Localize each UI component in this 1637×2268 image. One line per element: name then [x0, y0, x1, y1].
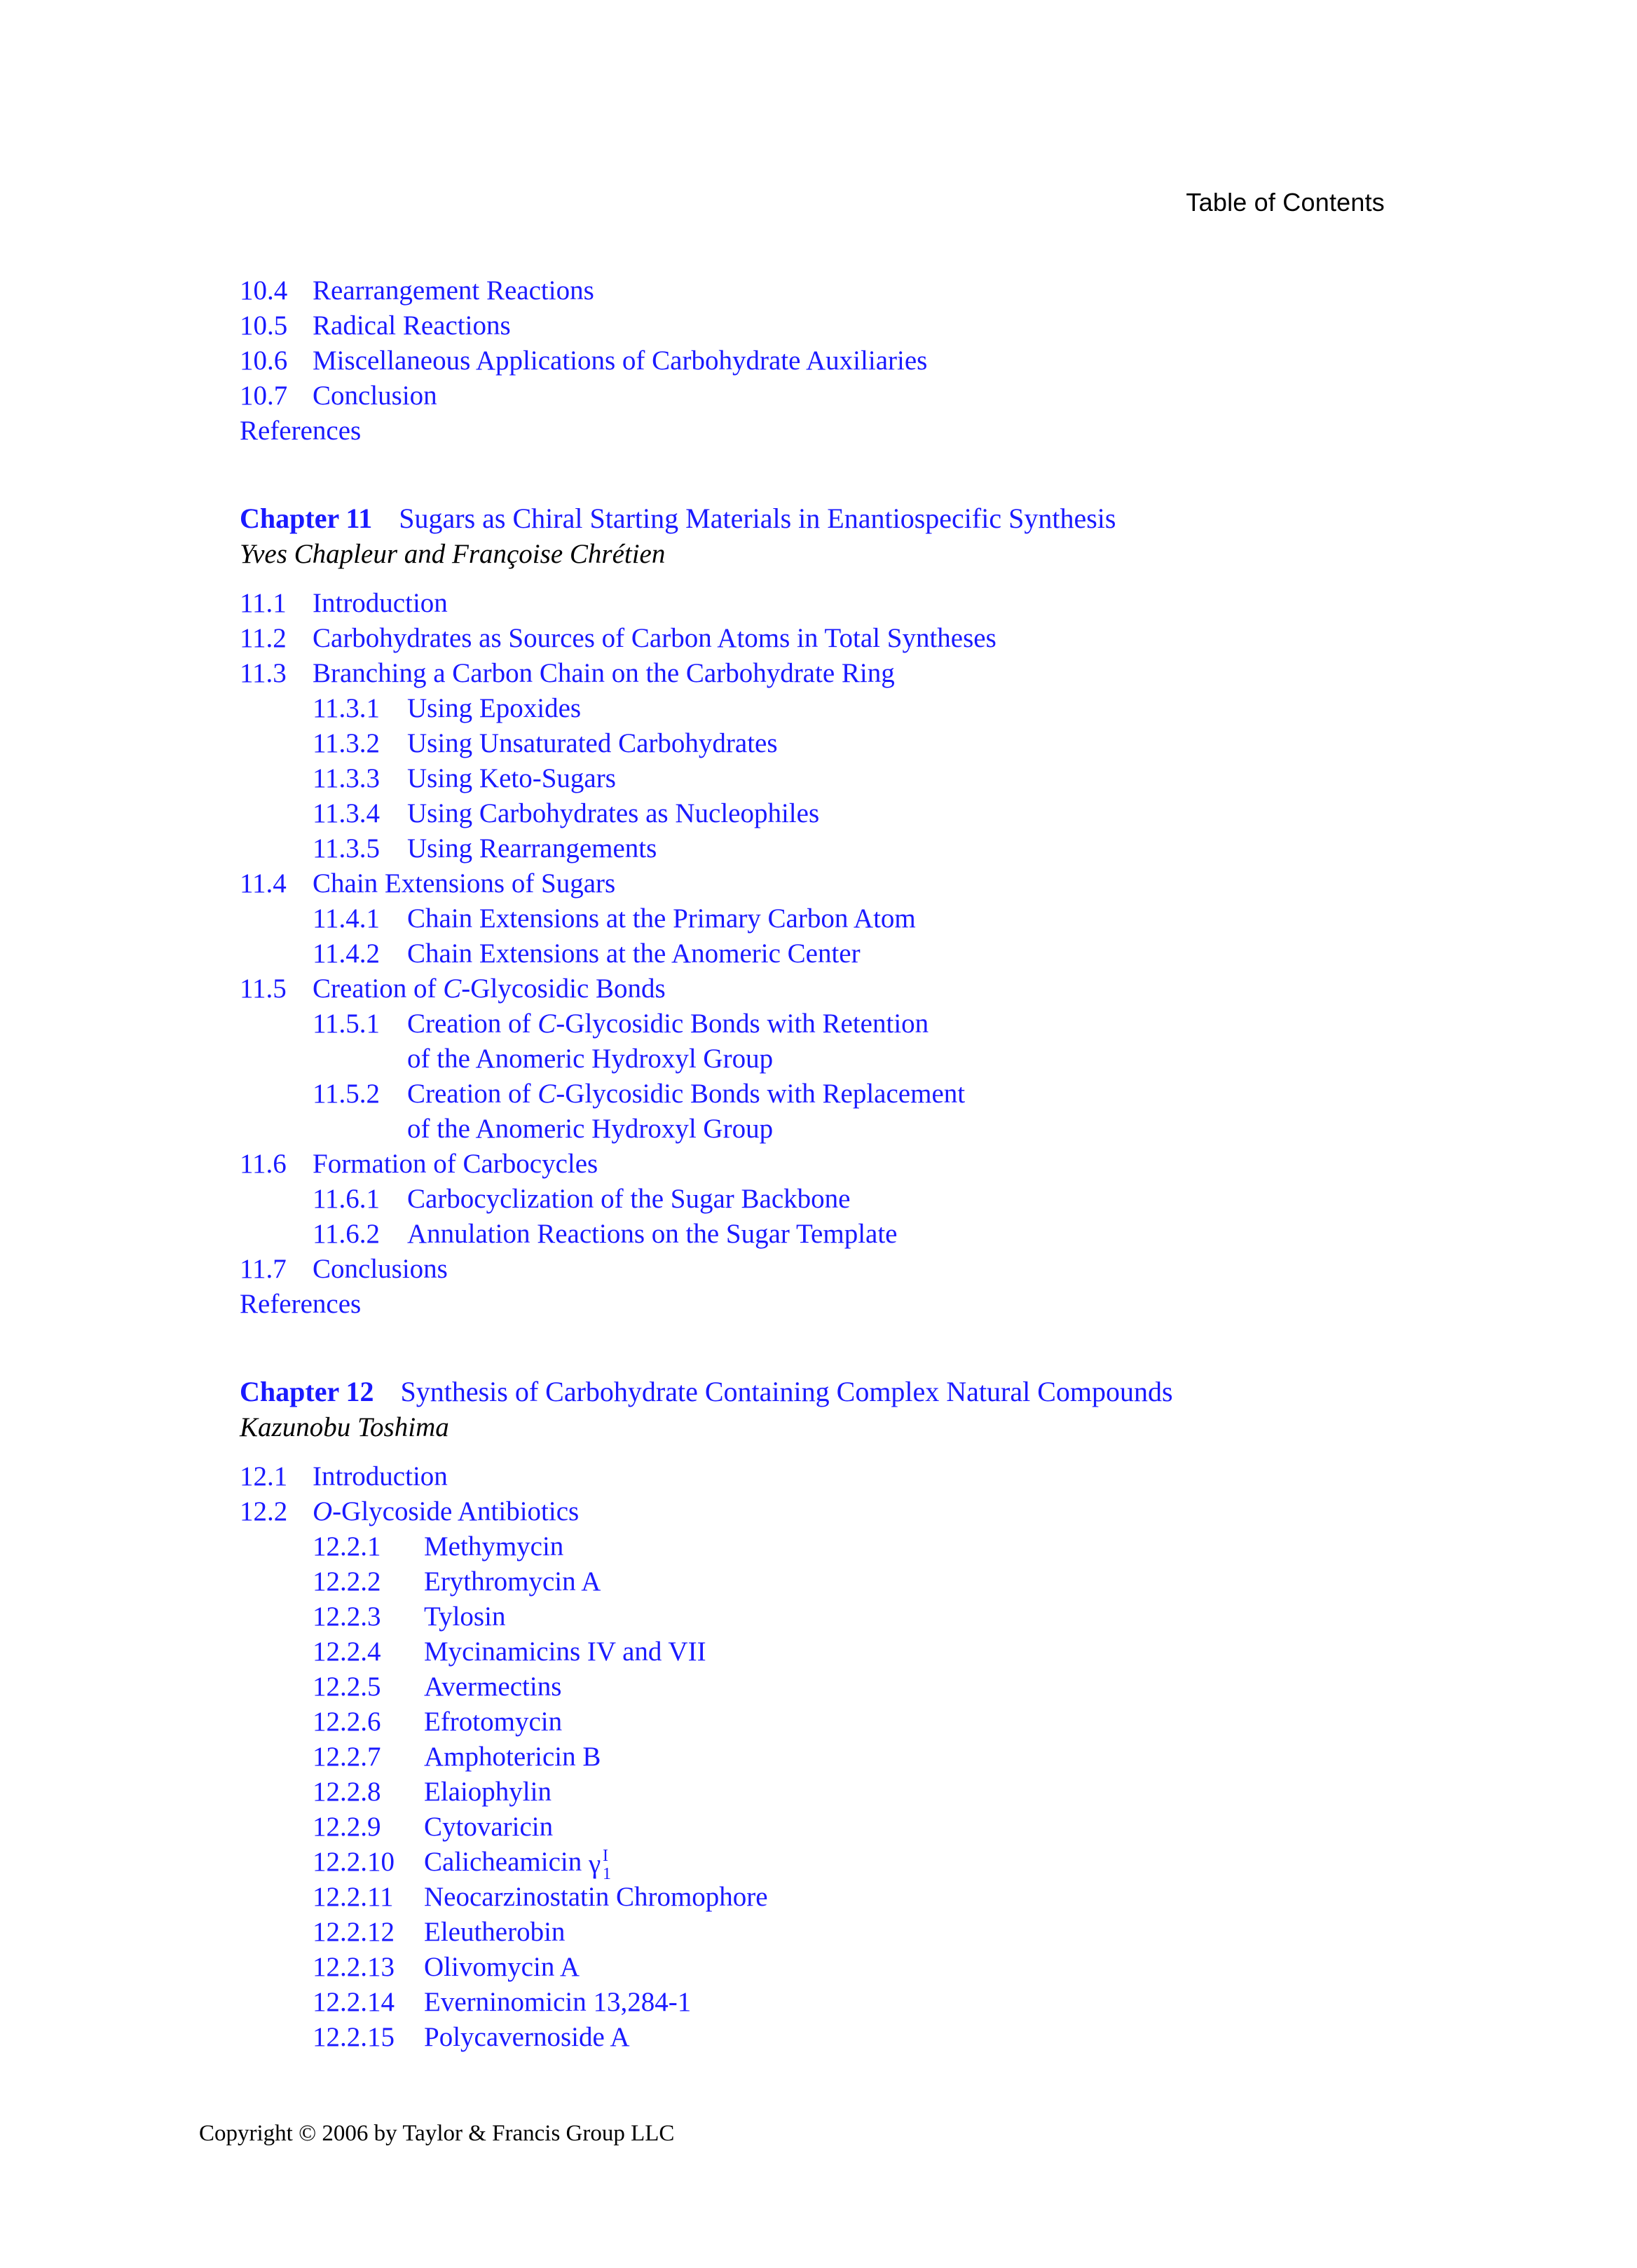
chapter-title: Sugars as Chiral Starting Materials in Enantiospecific Synthesis: [399, 503, 1116, 534]
toc-entry-12-2-8[interactable]: [240, 1775, 1431, 1810]
running-head: Table of Contents: [1186, 188, 1385, 217]
section-title: Using Carbohydrates as Nucleophiles: [407, 798, 820, 828]
chapter-label: Chapter 11: [240, 503, 373, 534]
section-number: 11.3.1: [313, 693, 381, 723]
section-title: Creation of C-Glycosidic Bonds: [313, 974, 666, 1004]
toc-entry-12-1[interactable]: [240, 1459, 1431, 1494]
section-title: Efrotomycin: [424, 1707, 563, 1737]
section-number: 10.4: [240, 275, 288, 306]
toc-entry-references-11[interactable]: [240, 1287, 1431, 1322]
toc-entry-12-2-13[interactable]: [240, 1950, 1431, 1985]
chapter-label: Chapter 12: [240, 1376, 374, 1407]
chapter-11-heading[interactable]: [240, 500, 1431, 537]
section-title: Neocarzinostatin Chromophore: [424, 1882, 768, 1912]
section-title: Carbocyclization of the Sugar Backbone: [407, 1184, 851, 1214]
table-of-contents: [240, 273, 1431, 2055]
toc-entry-11-3-4[interactable]: [240, 796, 1431, 831]
gamma-symbol: γ I 1: [589, 1847, 611, 1883]
section-title: Methymycin: [424, 1531, 564, 1562]
section-number: 12.2.5: [313, 1672, 381, 1702]
section-title: Introduction: [313, 588, 448, 618]
section-title-continued: of the Anomeric Hydroxyl Group: [407, 1114, 774, 1144]
section-title: Tylosin: [424, 1601, 506, 1632]
toc-entry-12-2-2[interactable]: [240, 1564, 1431, 1599]
section-number: 12.2.4: [313, 1637, 381, 1667]
section-number: 11.4.2: [313, 938, 381, 969]
toc-entry-12-2[interactable]: [240, 1494, 1431, 1529]
toc-entry-10-5[interactable]: [240, 308, 1431, 343]
section-title: Erythromycin A: [424, 1566, 601, 1597]
section-number: 10.6: [240, 346, 288, 376]
section-title: Chain Extensions at the Anomeric Center: [407, 938, 861, 969]
toc-entry-11-3[interactable]: [240, 656, 1431, 691]
toc-entry-12-2-6[interactable]: [240, 1705, 1431, 1740]
section-title: Polycavernoside A: [424, 2022, 630, 2052]
section-title: Elaiophylin: [424, 1777, 552, 1807]
section-number: 12.2.15: [313, 2022, 395, 2052]
section-title: Conclusions: [313, 1254, 448, 1284]
section-number: 11.5: [240, 974, 287, 1004]
section-number: 12.2.10: [313, 1847, 395, 1877]
toc-entry-11-3-5[interactable]: [240, 831, 1431, 866]
section-number: 12.2.2: [313, 1566, 381, 1597]
toc-entry-12-2-12[interactable]: [240, 1915, 1431, 1950]
section-number: 12.1: [240, 1461, 288, 1491]
section-number: 11.7: [240, 1254, 287, 1284]
toc-entry-12-2-15[interactable]: [240, 2020, 1431, 2055]
section-number: 12.2.14: [313, 1987, 395, 2017]
section-title: Using Epoxides: [407, 693, 582, 723]
toc-entry-12-2-4[interactable]: [240, 1634, 1431, 1669]
section-number: 11.3: [240, 658, 287, 688]
toc-entry-11-6-2[interactable]: [240, 1217, 1431, 1252]
section-title: O-Glycoside Antibiotics: [313, 1496, 580, 1526]
toc-entry-12-2-5[interactable]: [240, 1669, 1431, 1705]
section-title: Introduction: [313, 1461, 448, 1491]
section-number: 11.6: [240, 1149, 287, 1179]
section-title: Chain Extensions of Sugars: [313, 868, 616, 899]
toc-entry-12-2-9[interactable]: [240, 1810, 1431, 1845]
section-number: 10.5: [240, 310, 288, 341]
section-title: Olivomycin A: [424, 1952, 580, 1982]
section-number: 11.5.1: [313, 1009, 381, 1039]
section-title: Radical Reactions: [313, 310, 511, 341]
section-number: 11.3.5: [313, 833, 381, 863]
section-title: Avermectins: [424, 1672, 562, 1702]
toc-entry-11-6[interactable]: [240, 1147, 1431, 1182]
section-number: 11.2: [240, 623, 287, 653]
section-number: 12.2.13: [313, 1952, 395, 1982]
section-title: Formation of Carbocycles: [313, 1149, 598, 1179]
toc-entry-11-4[interactable]: [240, 866, 1431, 901]
section-title: Annulation Reactions on the Sugar Template: [407, 1219, 898, 1249]
section-number: 11.4: [240, 868, 287, 899]
section-number: 12.2.9: [313, 1812, 381, 1842]
toc-entry-11-5-1-continued[interactable]: [240, 1041, 1431, 1077]
toc-entry-11-5[interactable]: [240, 971, 1431, 1006]
section-number: 12.2.1: [313, 1531, 381, 1562]
section-number: 11.4.1: [313, 903, 381, 934]
section-number: 12.2.12: [313, 1917, 395, 1947]
section-number: 12.2.8: [313, 1777, 381, 1807]
toc-entry-references-10[interactable]: [240, 414, 1431, 449]
section-number: 11.1: [240, 588, 287, 618]
section-title: Using Rearrangements: [407, 833, 657, 863]
toc-entry-10-4[interactable]: [240, 273, 1431, 308]
toc-entry-10-7[interactable]: [240, 378, 1431, 414]
section-number: 11.5.2: [313, 1079, 381, 1109]
toc-entry-11-5-2-continued[interactable]: [240, 1112, 1431, 1147]
section-title: Using Unsaturated Carbohydrates: [407, 728, 778, 758]
chapter-12-heading[interactable]: [240, 1374, 1431, 1410]
section-number: 12.2.3: [313, 1601, 381, 1632]
section-title: Amphotericin B: [424, 1742, 601, 1772]
section-number: 10.7: [240, 381, 288, 411]
toc-entry-12-2-10[interactable]: [240, 1845, 1431, 1883]
section-title: Carbohydrates as Sources of Carbon Atoms in Total Syntheses: [313, 623, 996, 653]
toc-entry-10-6[interactable]: [240, 343, 1431, 378]
toc-entry-11-1[interactable]: [240, 586, 1431, 621]
toc-entry-12-2-7[interactable]: [240, 1740, 1431, 1775]
section-title-continued: of the Anomeric Hydroxyl Group: [407, 1044, 774, 1074]
section-title: Mycinamicins IV and VII: [424, 1637, 706, 1667]
section-title: Using Keto-Sugars: [407, 763, 616, 793]
section-title: Cytovaricin: [424, 1812, 554, 1842]
section-title: Chain Extensions at the Primary Carbon Atom: [407, 903, 916, 934]
section-number: 11.3.2: [313, 728, 381, 758]
section-number: 11.6.2: [313, 1219, 381, 1249]
toc-entry-11-3-2[interactable]: [240, 726, 1431, 761]
section-title: Creation of C-Glycosidic Bonds with Retention: [407, 1009, 929, 1039]
toc-entry-11-5-1[interactable]: [240, 1006, 1431, 1041]
section-title: Conclusion: [313, 381, 437, 411]
section-title: References: [240, 1289, 362, 1319]
section-title: Creation of C-Glycosidic Bonds with Replacement: [407, 1079, 966, 1109]
section-title: Branching a Carbon Chain on the Carbohydrate Ring: [313, 658, 895, 688]
section-number: 12.2.11: [313, 1882, 394, 1912]
section-number: 12.2.6: [313, 1707, 381, 1737]
toc-entry-11-4-2[interactable]: [240, 936, 1431, 971]
toc-entry-12-2-11[interactable]: [240, 1880, 1431, 1915]
section-number: 11.3.3: [313, 763, 381, 793]
toc-entry-11-4-1[interactable]: [240, 901, 1431, 936]
chapter-12-authors: Kazunobu Toshima: [240, 1412, 449, 1442]
section-title: Miscellaneous Applications of Carbohydrate Auxiliaries: [313, 346, 928, 376]
toc-entry-12-2-1[interactable]: [240, 1529, 1431, 1564]
toc-entry-11-3-1[interactable]: [240, 691, 1431, 726]
section-number: 12.2: [240, 1496, 288, 1526]
section-number: 12.2.7: [313, 1742, 381, 1772]
toc-entry-12-2-14[interactable]: [240, 1985, 1431, 2020]
toc-entry-11-5-2[interactable]: [240, 1077, 1431, 1112]
section-title: Everninomicin 13,284-1: [424, 1987, 692, 2017]
chapter-title: Synthesis of Carbohydrate Containing Complex Natural Compounds: [400, 1376, 1173, 1407]
chapter-11-authors: Yves Chapleur and Françoise Chrétien: [240, 539, 666, 569]
section-title: Calicheamicin: [424, 1847, 582, 1877]
toc-entry-12-2-3[interactable]: [240, 1599, 1431, 1634]
section-number: 11.6.1: [313, 1184, 381, 1214]
toc-entry-11-3-3[interactable]: [240, 761, 1431, 796]
copyright-footer: Copyright © 2006 by Taylor & Francis Group LLC: [199, 2121, 675, 2146]
section-title: Eleutherobin: [424, 1917, 566, 1947]
toc-entry-11-2[interactable]: [240, 621, 1431, 656]
section-number: 11.3.4: [313, 798, 381, 828]
toc-entry-11-6-1[interactable]: [240, 1182, 1431, 1217]
section-title: Rearrangement Reactions: [313, 275, 594, 306]
toc-entry-11-7[interactable]: [240, 1252, 1431, 1287]
section-title: References: [240, 416, 362, 446]
